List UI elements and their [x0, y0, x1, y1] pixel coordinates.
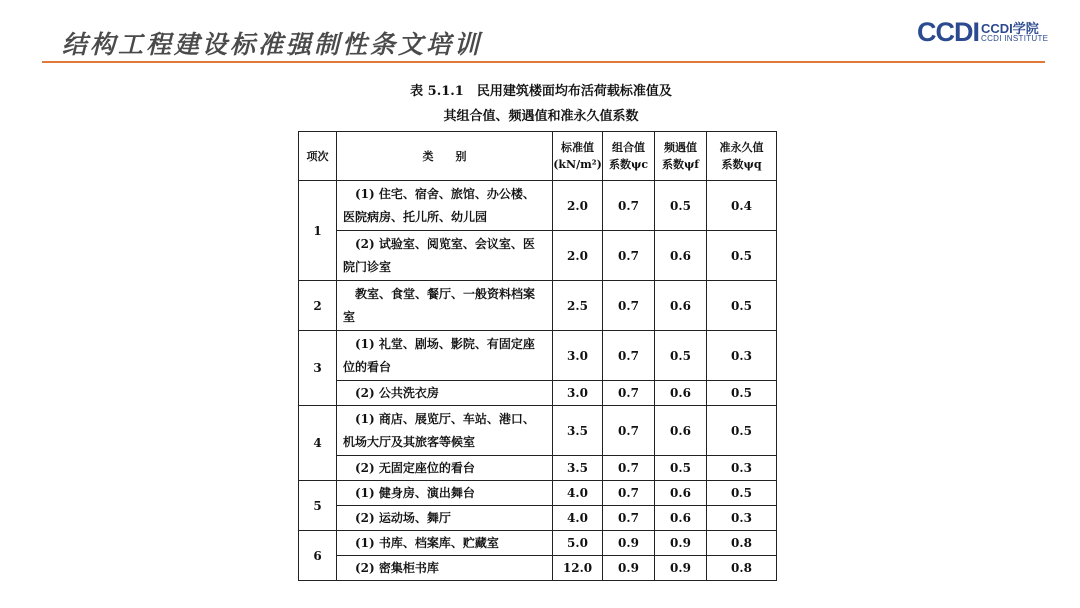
combination-coef: 0.9 — [603, 531, 655, 556]
category-text: (1) 健身房、演出舞台 — [355, 485, 475, 500]
category-cell — [337, 381, 553, 406]
header-item: 项次 — [299, 132, 337, 181]
category-text: (1) 住宅、宿舍、旅馆、办公楼、医院病房、托儿所、幼儿园 — [343, 186, 535, 224]
header-standard-l2: (kN/m²) — [553, 158, 602, 171]
header-freq-l2: 系数ψf — [661, 158, 700, 171]
table-row — [299, 556, 777, 581]
item-cell: 4 — [299, 406, 337, 481]
header-quasi-l2: 系数ψq — [721, 158, 762, 171]
table-caption-line1: 表 5.1.1 民用建筑楼面均布活荷载标准值及 — [410, 84, 672, 99]
table-header-row — [299, 132, 777, 181]
frequent-coef: 0.5 — [655, 181, 707, 231]
item-cell: 3 — [299, 331, 337, 406]
frequent-coef: 0.6 — [655, 406, 707, 456]
table-row — [299, 531, 777, 556]
combination-coef: 0.7 — [603, 406, 655, 456]
combination-coef: 0.7 — [603, 381, 655, 406]
header-category: 类 别 — [337, 132, 553, 181]
slide-title: 结构工程建设标准强制性条文培训 — [62, 30, 483, 59]
header-combination — [603, 132, 655, 181]
category-text: 教室、食堂、餐厅、一般资料档案室 — [343, 286, 536, 324]
quasi-permanent-coef: 0.5 — [707, 281, 777, 331]
frequent-coef: 0.6 — [655, 481, 707, 506]
quasi-permanent-coef: 0.5 — [707, 231, 777, 281]
category-cell — [337, 506, 553, 531]
title-divider — [42, 61, 1045, 63]
frequent-coef: 0.9 — [655, 531, 707, 556]
header-standard — [553, 132, 603, 181]
table-row — [299, 506, 777, 531]
category-text: (2) 密集柜书库 — [355, 560, 439, 575]
frequent-coef: 0.5 — [655, 331, 707, 381]
header-freq-l1: 频遇值 — [664, 141, 697, 154]
header-frequent — [655, 132, 707, 181]
table-row — [299, 381, 777, 406]
combination-coef: 0.7 — [603, 506, 655, 531]
logo-en-text: CCDI INSTITUTE — [981, 34, 1049, 43]
header-quasi — [707, 132, 777, 181]
standard-value: 4.0 — [553, 506, 603, 531]
category-text: (2) 公共洗衣房 — [355, 385, 439, 400]
quasi-permanent-coef: 0.5 — [707, 481, 777, 506]
category-cell — [337, 231, 553, 281]
category-cell — [337, 331, 553, 381]
table-row — [299, 281, 777, 331]
frequent-coef: 0.6 — [655, 381, 707, 406]
item-cell: 1 — [299, 181, 337, 281]
logo-cn-text: CCDI学院 — [981, 21, 1039, 36]
category-cell — [337, 281, 553, 331]
standard-value: 3.0 — [553, 331, 603, 381]
quasi-permanent-coef: 0.4 — [707, 181, 777, 231]
header-comb-l1: 组合值 — [612, 141, 645, 154]
header-quasi-l1: 准永久值 — [719, 141, 764, 154]
table-row — [299, 406, 777, 456]
combination-coef: 0.7 — [603, 181, 655, 231]
category-text: (1) 书库、档案库、贮藏室 — [355, 535, 499, 550]
header-standard-l1: 标准值 — [561, 141, 594, 154]
standard-value: 3.0 — [553, 381, 603, 406]
category-cell — [337, 181, 553, 231]
category-cell — [337, 456, 553, 481]
combination-coef: 0.7 — [603, 231, 655, 281]
table-row — [299, 181, 777, 231]
table-row — [299, 456, 777, 481]
standard-value: 3.5 — [553, 456, 603, 481]
combination-coef: 0.9 — [603, 556, 655, 581]
table-row — [299, 231, 777, 281]
quasi-permanent-coef: 0.5 — [707, 381, 777, 406]
standard-value: 5.0 — [553, 531, 603, 556]
quasi-permanent-coef: 0.3 — [707, 456, 777, 481]
category-text: (2) 运动场、舞厅 — [355, 510, 451, 525]
live-load-table — [298, 131, 777, 581]
item-cell: 2 — [299, 281, 337, 331]
header-comb-l2: 系数ψc — [608, 158, 649, 171]
category-cell — [337, 556, 553, 581]
frequent-coef: 0.5 — [655, 456, 707, 481]
standard-value: 12.0 — [553, 556, 603, 581]
ccdi-logo — [917, 17, 1047, 47]
frequent-coef: 0.6 — [655, 506, 707, 531]
standard-value: 2.0 — [553, 181, 603, 231]
logo-mark: CCDI — [917, 17, 979, 47]
combination-coef: 0.7 — [603, 481, 655, 506]
category-cell — [337, 531, 553, 556]
table-row — [299, 481, 777, 506]
frequent-coef: 0.9 — [655, 556, 707, 581]
standard-value: 4.0 — [553, 481, 603, 506]
item-cell: 5 — [299, 481, 337, 531]
standard-value: 2.0 — [553, 231, 603, 281]
combination-coef: 0.7 — [603, 331, 655, 381]
quasi-permanent-coef: 0.8 — [707, 531, 777, 556]
category-cell — [337, 406, 553, 456]
category-cell — [337, 481, 553, 506]
table-caption-line2: 其组合值、频遇值和准永久值系数 — [443, 109, 639, 124]
frequent-coef: 0.6 — [655, 231, 707, 281]
category-text: (2) 无固定座位的看台 — [355, 460, 475, 475]
category-text: (2) 试验室、阅览室、会议室、医院门诊室 — [343, 236, 535, 274]
combination-coef: 0.7 — [603, 456, 655, 481]
table-row — [299, 331, 777, 381]
category-text: (1) 礼堂、剧场、影院、有固定座位的看台 — [343, 336, 535, 374]
standard-value: 2.5 — [553, 281, 603, 331]
quasi-permanent-coef: 0.5 — [707, 406, 777, 456]
item-cell: 6 — [299, 531, 337, 581]
combination-coef: 0.7 — [603, 281, 655, 331]
quasi-permanent-coef: 0.3 — [707, 331, 777, 381]
quasi-permanent-coef: 0.3 — [707, 506, 777, 531]
frequent-coef: 0.6 — [655, 281, 707, 331]
category-text: (1) 商店、展览厅、车站、港口、机场大厅及其旅客等候室 — [343, 411, 535, 449]
standard-value: 3.5 — [553, 406, 603, 456]
quasi-permanent-coef: 0.8 — [707, 556, 777, 581]
